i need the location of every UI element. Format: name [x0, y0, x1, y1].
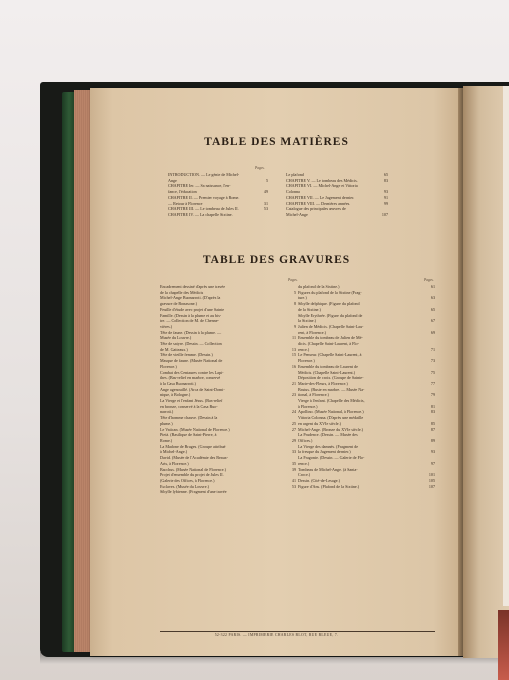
- toc-entry-text: Projet d'ensemble du projet de Jules II.: [160, 472, 224, 478]
- toc-entry-text: David. (Musée de l'Académie des Beaux-: [160, 455, 229, 461]
- toc-entry-text: Dessin. (Cité-de-Lesage.): [298, 477, 340, 483]
- toc-entry-page: 8: [293, 301, 296, 307]
- toc-entry-page: 65: [383, 172, 388, 177]
- toc-entry-text: du plafond de la Sixtine.): [298, 284, 340, 289]
- toc-entry-page: 65: [430, 306, 435, 312]
- toc-entry-text: gravure de Bonasone.): [160, 301, 197, 307]
- toc-entry-text: Esclaves. (Musée du Louvre.): [160, 483, 209, 489]
- bookmark-ribbon: [498, 610, 509, 680]
- toc-entry-text: nique, à Bologne.): [160, 392, 191, 398]
- toc-entry-text: Tête d'homme chauve. (Dessin à la: [160, 415, 218, 421]
- toc-entry-page: 53: [291, 483, 296, 489]
- matieres-right-column: [286, 172, 388, 218]
- toc-entry-text: Apollino. (Musée National, à Florence.): [298, 409, 364, 415]
- toc-entry-page: 33: [291, 449, 296, 455]
- pages-label: Pages.: [255, 166, 265, 170]
- toc-entry-text: Michel-Ange: [286, 211, 308, 217]
- toc-entry-text: Offices.): [298, 437, 313, 443]
- toc-entry-text: narroti.): [160, 409, 174, 415]
- toc-entry-text: la fresque du Jugement dernier.): [298, 449, 351, 455]
- toc-entry: [286, 212, 388, 218]
- toc-entry-page: 93: [383, 189, 388, 195]
- toc-entry-page: 81: [430, 403, 435, 409]
- toc-entry-text: La Vierge des damnés. (Fragment de: [298, 443, 359, 449]
- toc-entry-text: Musée du Louvre.): [160, 335, 192, 341]
- toc-entry-text: ture.): [298, 295, 307, 301]
- toc-entry-text: Bacchus. (Musée National de Florence.): [160, 466, 226, 472]
- toc-entry-page: 24: [291, 409, 296, 415]
- toc-entry-text: CHAPITRE II. — Premier voyage à Rome.: [168, 194, 240, 200]
- toc-entry-text: — Retour à Florence: [168, 200, 203, 206]
- toc-entry-text: CHAPITRE III. — Le tombeau de Jules II.: [168, 206, 239, 212]
- right-page-edge: [503, 86, 509, 606]
- toc-entry-text: Croce.): [298, 472, 311, 478]
- toc-entry-text: Ensemble du tombeau de Laurent de: [298, 363, 358, 369]
- toc-entry-text: en argent du XVIe siècle.): [298, 420, 342, 426]
- toc-entry-page: 107: [428, 483, 435, 489]
- table-des-gravures-heading: TABLE DES GRAVURES: [202, 254, 351, 266]
- toc-entry-page: 69: [430, 329, 435, 335]
- toc-entry-text: Catalogue des principales œuvres de: [286, 206, 346, 212]
- toc-entry-text: Sibylle Erythrée. (Figure du plafond de: [298, 312, 363, 318]
- gravures-right-column: [298, 284, 435, 489]
- toc-entry-page: 87: [430, 426, 435, 432]
- toc-entry-page: 67: [430, 318, 435, 324]
- page-content: [90, 88, 463, 656]
- toc-entry-text: CHAPITRE IV. — La chapelle Sixtine.: [168, 211, 233, 217]
- toc-entry-page: 49: [263, 189, 268, 195]
- toc-entry-page: 5: [293, 289, 296, 295]
- toc-entry-text: rent, à Florence.): [298, 329, 326, 335]
- footer-rule: [160, 631, 435, 632]
- toc-entry-text: CHAPITRE VI. — Michel-Ange et Vittoria: [286, 183, 358, 189]
- toc-entry-text: Sibylle delphique. (Figure du plafond: [298, 301, 360, 307]
- toc-entry-page: 23: [291, 392, 296, 398]
- toc-entry-text: Ange: [168, 177, 177, 183]
- toc-entry-text: Pietà. (Basilique de Saint-Pierre, à: [160, 432, 217, 438]
- toc-entry-text: Florence.): [298, 358, 315, 364]
- toc-entry-text: Arts, à Florence.): [160, 460, 189, 466]
- toc-entry-page: 85: [430, 420, 435, 426]
- toc-entry-text: CHAPITRE V. — Le tombeau des Médicis.: [286, 177, 358, 183]
- toc-entry: [168, 212, 268, 218]
- toc-entry-text: CHAPITRE VII. — Le Jugement dernier.: [286, 194, 355, 200]
- toc-entry-text: Tête de faune. (Dessin à la plume. —: [160, 329, 222, 335]
- toc-entry: [160, 489, 296, 495]
- toc-entry-text: plume.): [160, 420, 173, 426]
- toc-entry-text: La Fragonie. (Dessin. — Galerie de Flo-: [298, 455, 365, 461]
- pages-label: Pages.: [288, 278, 298, 282]
- toc-entry-text: INTRODUCTION. — Le génie de Michel-: [168, 172, 240, 177]
- toc-entry-text: de la Sixtine.): [298, 306, 321, 312]
- toc-entry-text: CHAPITRE Ier. — Sa naissance, l'en-: [168, 183, 231, 189]
- toc-entry-page: 77: [430, 380, 435, 386]
- toc-entry-page: 63: [430, 295, 435, 301]
- toc-entry-text: dicis. (Chapelle Saint-Laurent, à Flo-: [298, 341, 359, 347]
- toc-entry-page: 9: [293, 323, 296, 329]
- toc-entry: [298, 484, 435, 490]
- toc-entry-text: thes. (Bas-relief en marbre, conservé: [160, 375, 221, 381]
- toc-entry-page: 5: [265, 177, 268, 183]
- toc-entry-text: à Florence.): [298, 403, 318, 409]
- toc-entry-text: La Vierge et l'enfant Jésus. (Bas-relief: [160, 398, 223, 404]
- toc-entry-page: 11: [292, 335, 296, 341]
- toc-entry-page: 29: [291, 437, 296, 443]
- toc-entry-text: Brutus. (Buste en marbre. — Musée Na-: [298, 386, 365, 392]
- toc-entry-text: Florence.): [160, 363, 177, 369]
- toc-entry-page: 35: [291, 460, 296, 466]
- toc-entry-page: 99: [383, 200, 388, 206]
- toc-entry-page: 93: [430, 449, 435, 455]
- matieres-left-column: [168, 172, 268, 218]
- toc-entry-text: Feuille d'étude avec projet d'une Sainte: [160, 306, 225, 312]
- toc-entry-text: Tête de satyre. (Dessin. — Collection: [160, 341, 222, 347]
- toc-entry-text: Médicis. (Chapelle Saint-Laurent.): [298, 369, 356, 375]
- toc-entry-text: Encadrement dessiné d'après une travée: [160, 284, 226, 289]
- toc-entry-text: tre. — Collection de M. de Chenne-: [160, 318, 219, 324]
- toc-entry-page: 25: [291, 420, 296, 426]
- toc-entry-page: 105: [428, 477, 435, 483]
- toc-entry-text: Marie-des-Fleurs, à Florence.): [298, 380, 348, 386]
- table-des-matieres-heading: TABLE DES MATIÈRES: [204, 136, 349, 148]
- toc-entry-text: tional, à Florence.): [298, 392, 329, 398]
- toc-entry-page: 89: [430, 437, 435, 443]
- toc-entry-text: fance, l'éducation: [168, 189, 197, 195]
- toc-entry-text: à la Casa Buonarroti.): [160, 380, 196, 386]
- toc-entry-text: Tombeau de Michel-Ange. (à Santa-: [298, 466, 358, 472]
- toc-entry-page: 83: [383, 177, 388, 183]
- toc-entry-page: 79: [430, 392, 435, 398]
- toc-entry-text: Ensemble du tombeau de Julien de Mé-: [298, 335, 363, 341]
- toc-entry-text: de M. Gatteaux.): [160, 346, 188, 352]
- toc-entry-text: Tête de vieille femme. (Dessin.): [160, 352, 213, 358]
- toc-entry-text: Figures du plafond de la Sixtine (Frag-: [298, 289, 362, 295]
- toc-entry-text: vières.): [160, 323, 173, 329]
- toc-entry-page: 101: [428, 472, 435, 478]
- toc-entry-text: Ange agenouillé. (Arca de Saint-Domi-: [160, 386, 225, 392]
- toc-entry-text: Vittoria Colonna. (D'après une médaille: [298, 415, 364, 421]
- toc-entry-text: Julien de Médicis. (Chapelle Saint-Lau-: [298, 323, 364, 329]
- toc-entry-text: Le Penseur. (Chapelle Saint-Laurent, à: [298, 352, 362, 358]
- toc-entry-text: Vierge à l'enfant. (Chapelle des Médicis,: [298, 398, 365, 404]
- toc-entry-text: rence.): [298, 346, 310, 352]
- toc-entry-page: 39: [291, 466, 296, 472]
- toc-entry-page: 53: [263, 206, 268, 212]
- toc-entry-page: 83: [430, 409, 435, 415]
- toc-entry-page: 27: [291, 426, 296, 432]
- toc-entry-page: 97: [430, 460, 435, 466]
- toc-entry-text: Michel-Ange. (Bronze du XVIe siècle.): [298, 426, 364, 432]
- toc-entry-text: Déposition de croix. (Groupe de Sainte-: [298, 375, 364, 381]
- toc-entry-text: La Prudence. (Dessin. — Musée des: [298, 432, 358, 438]
- toc-entry-page: 13: [291, 346, 296, 352]
- toc-entry-text: en bronze, conservé à la Casa Buo-: [160, 403, 218, 409]
- pages-label: Pages.: [424, 278, 434, 282]
- toc-entry-text: (Galerie des Offices, à Florence.): [160, 477, 215, 483]
- toc-entry-text: CHAPITRE VIII. — Dernières années.: [286, 200, 351, 206]
- toc-entry-text: de la chapelle des Médicis: [160, 289, 204, 295]
- toc-entry-text: Combat des Centaures contre les Lapi-: [160, 369, 224, 375]
- toc-entry-page: 75: [430, 369, 435, 375]
- toc-entry-text: Masque de faune. (Musée National de: [160, 358, 223, 364]
- toc-entry-text: Colonna: [286, 189, 300, 195]
- toc-entry-page: 16: [291, 363, 296, 369]
- toc-entry-text: Michel-Ange Buonarroti. (D'après la: [160, 295, 221, 301]
- toc-entry-text: Figure d'Ans. (Plafond de la Sixtine.): [298, 483, 360, 489]
- toc-entry-text: Sibylle lybienne. (Fragment d'une travée: [160, 489, 227, 495]
- toc-entry-text: Famille. (Dessin à la plume et au bis-: [160, 312, 222, 318]
- toc-entry-text: la Sixtine.): [298, 318, 316, 324]
- printer-footer: 52-322 PARIS. — IMPRIMERIE CHARLES BLOT, RUE BLEUE, 7.: [214, 633, 339, 637]
- toc-entry-text: rence.): [298, 460, 310, 466]
- toc-entry-page: 21: [291, 380, 296, 386]
- toc-entry-text: à Michel-Ange.): [160, 449, 188, 455]
- toc-entry-page: 91: [383, 194, 388, 200]
- toc-entry-page: 15: [291, 352, 296, 358]
- toc-entry-page: 61: [430, 284, 435, 289]
- toc-entry-page: 71: [430, 346, 435, 352]
- toc-entry-page: 41: [291, 477, 296, 483]
- toc-entry-text: Le plafond: [286, 172, 304, 177]
- toc-entry-page: 31: [263, 200, 268, 206]
- toc-entry-text: Le Vatican. (Musée National de Florence.): [160, 426, 230, 432]
- gravures-left-column: [160, 284, 296, 495]
- toc-entry-text: La Madone de Bruges. (Groupe attribué: [160, 443, 226, 449]
- toc-entry-page: 73: [430, 358, 435, 364]
- toc-entry-page: 107: [381, 211, 388, 217]
- toc-entry-text: Rome.): [160, 437, 173, 443]
